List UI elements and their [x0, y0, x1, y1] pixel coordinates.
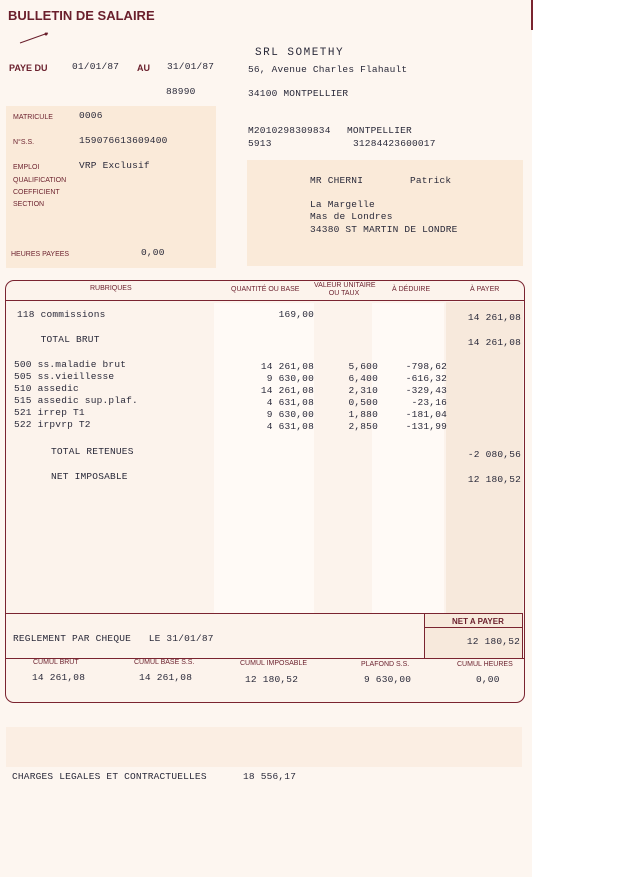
row-deduire: -616,32 — [405, 373, 447, 384]
emploi-label: EMPLOI — [13, 164, 40, 171]
cumul-heures-value: 0,00 — [476, 674, 500, 685]
row-payer: 14 261,08 — [467, 312, 521, 323]
row-rubrique: 510 assedic — [14, 383, 79, 394]
row-base: 4 631,08 — [266, 421, 314, 432]
col-header-deduire: À DÉDUIRE — [392, 286, 431, 293]
row-base: 14 261,08 — [260, 361, 314, 372]
row-rubrique: 505 ss.vieillesse — [14, 371, 115, 382]
cumul-base-value: 14 261,08 — [139, 672, 193, 683]
period-from-label: PAYE DU — [9, 63, 48, 73]
page-edge-mark — [531, 0, 533, 30]
recipient-address-3: 34380 ST MARTIN DE LONDRE — [310, 224, 458, 235]
reglement-rule — [6, 613, 424, 614]
base-column — [214, 303, 314, 613]
net-a-payer-rule — [424, 627, 523, 628]
section-label: SECTION — [13, 201, 45, 208]
deduction-column — [372, 303, 444, 613]
row-deduire: -23,16 — [411, 397, 447, 408]
plafond-ss-label: PLAFOND S.S. — [361, 661, 410, 668]
period-ref: 88990 — [166, 86, 196, 97]
qualification-label: QUALIFICATION — [13, 177, 67, 184]
cumul-heures-label: CUMUL HEURES — [457, 661, 513, 668]
cumul-brut-label: CUMUL BRUT — [33, 659, 79, 666]
row-deduire: -329,43 — [405, 385, 447, 396]
total-retenues-label: TOTAL RETENUES — [51, 446, 134, 457]
row-rubrique: 500 ss.maladie brut — [14, 359, 127, 370]
cumul-imposable-label: CUMUL IMPOSABLE — [240, 660, 308, 667]
employer-city: MONTPELLIER — [347, 125, 412, 136]
row-deduire: -131,99 — [405, 421, 447, 432]
row-taux: 6,400 — [348, 373, 378, 384]
period-to: 31/01/87 — [167, 61, 215, 72]
cumul-base-label: CUMUL BASE S.S. — [134, 659, 195, 666]
row-rubrique: 521 irrep T1 — [14, 407, 85, 418]
recipient-address-1: La Margelle — [310, 199, 375, 210]
row-payer: 14 261,08 — [467, 337, 521, 348]
employee-info-box — [6, 106, 216, 268]
row-rubrique: 515 assedic sup.plaf. — [14, 395, 138, 406]
recipient-address-2: Mas de Londres — [310, 211, 393, 222]
row-rubrique: TOTAL BRUT — [17, 334, 100, 345]
cumul-imposable-value: 12 180,52 — [245, 674, 299, 685]
total-retenues-value: -2 080,56 — [467, 449, 521, 460]
emploi-value: VRP Exclusif — [79, 160, 150, 171]
ss-number-value: 159076613609400 — [79, 135, 168, 146]
recipient-firstname: Patrick — [410, 175, 452, 186]
period-from: 01/01/87 — [72, 61, 120, 72]
col-header-rubriques: RUBRIQUES — [90, 285, 132, 292]
row-taux: 2,850 — [348, 421, 378, 432]
row-taux: 0,500 — [348, 397, 378, 408]
cumul-rule — [6, 658, 524, 659]
col-header-valeur-2: OU TAUX — [328, 290, 360, 297]
net-imposable-label: NET IMPOSABLE — [51, 471, 128, 482]
period-to-label: AU — [137, 63, 150, 73]
charges-value: 18 556,17 — [243, 771, 297, 782]
row-base: 9 630,00 — [266, 373, 314, 384]
row-taux: 1,880 — [348, 409, 378, 420]
net-imposable-value: 12 180,52 — [467, 474, 521, 485]
employer-code-1: M2010298309834 — [248, 125, 331, 136]
cumul-brut-value: 14 261,08 — [32, 672, 86, 683]
row-deduire: -181,04 — [405, 409, 447, 420]
employer-siret: 31284423600017 — [353, 138, 436, 149]
employer-code-2: 5913 — [248, 138, 272, 149]
plafond-ss-value: 9 630,00 — [364, 674, 412, 685]
heures-payees-label: HEURES PAYEES — [11, 251, 70, 258]
reglement-text: REGLEMENT PAR CHEQUE LE 31/01/87 — [13, 633, 214, 644]
row-taux: 5,600 — [348, 361, 378, 372]
row-rubrique: 118 commissions — [17, 309, 106, 320]
net-a-payer-label: NET A PAYER — [452, 617, 504, 626]
row-base: 9 630,00 — [266, 409, 314, 420]
net-a-payer-value: 12 180,52 — [466, 636, 520, 647]
row-base: 4 631,08 — [266, 397, 314, 408]
ss-number-label: N°S.S. — [13, 139, 35, 146]
employer-address-2: 34100 MONTPELLIER — [248, 88, 349, 99]
col-header-quantite: QUANTITÉ OU BASE — [231, 286, 300, 293]
matricule-value: 0006 — [79, 110, 103, 121]
heures-payees-value: 0,00 — [141, 247, 165, 258]
matricule-label: MATRICULE — [13, 114, 53, 121]
col-header-payer: À PAYER — [470, 286, 500, 293]
row-taux: 2,310 — [348, 385, 378, 396]
employer-name: SRL SOMETHY — [255, 47, 345, 59]
col-header-valeur-1: VALEUR UNITAIRE — [314, 282, 376, 289]
employer-address-1: 56, Avenue Charles Flahault — [248, 64, 408, 75]
charges-band — [6, 727, 522, 767]
pen-mark-icon — [18, 30, 52, 46]
document-title: BULLETIN DE SALAIRE — [8, 8, 155, 23]
row-base: 14 261,08 — [260, 385, 314, 396]
row-rubrique: 522 irpvrp T2 — [14, 419, 91, 430]
recipient-name: MR CHERNI — [310, 175, 364, 186]
header-rule — [6, 300, 524, 301]
row-deduire: -798,62 — [405, 361, 447, 372]
charges-label: CHARGES LEGALES ET CONTRACTUELLES — [12, 771, 207, 782]
coefficient-label: COEFFICIENT — [13, 189, 60, 196]
row-base: 169,00 — [278, 309, 314, 320]
